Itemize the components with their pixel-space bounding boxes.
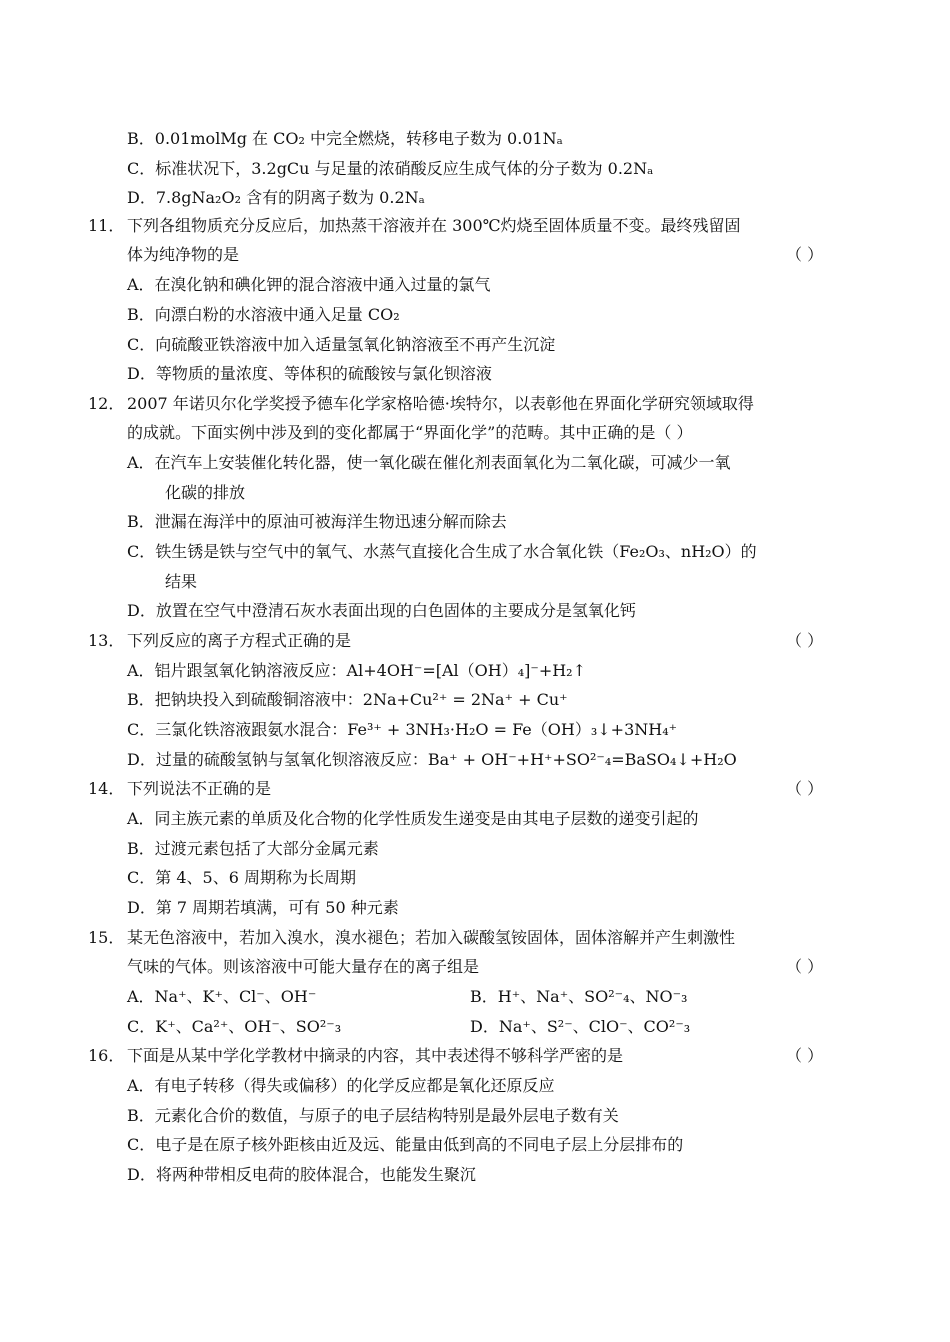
option-text: B．向漂白粉的水溶液中通入足量 CO₂ [127,305,400,324]
option-text: D．放置在空气中澄清石灰水表面出现的白色固体的主要成分是氢氧化钙 [127,601,636,620]
question-number: 12． [88,394,125,413]
question-text: 体为纯净物的是 [127,245,240,264]
answer-parentheses: （ ） [786,1046,824,1065]
question-text: 2007 年诺贝尔化学奖授予德车化学家格哈德·埃特尔，以表彰他在界面化学研究领域取得 [127,394,754,413]
question-text: 下列反应的离子方程式正确的是 [127,631,352,650]
option-text: B．0.01molMg 在 CO₂ 中完全燃烧，转移电子数为 0.01Nₐ [127,129,563,148]
option-text: A．同主族元素的单质及化合物的化学性质发生递变是由其电子层数的递变引起的 [127,809,699,828]
question-text: 下列说法不正确的是 [127,779,272,798]
question-number: 11． [88,216,125,235]
option-text: A．有电子转移（得失或偏移）的化学反应都是氧化还原反应 [127,1076,555,1095]
option-text: C．向硫酸亚铁溶液中加入适量氢氧化钠溶液至不再产生沉淀 [127,335,556,354]
option-text: B．泄漏在海洋中的原油可被海洋生物迅速分解而除去 [127,512,507,531]
option-text: D．将两种带相反电荷的胶体混合，也能发生聚沉 [127,1165,476,1184]
option-text: B．元素化合价的数值，与原子的电子层结构特别是最外层电子数有关 [127,1106,619,1125]
option-text: B．过渡元素包括了大部分金属元素 [127,839,379,858]
answer-parentheses: （ ） [786,631,824,650]
option-text: A．Na⁺、K⁺、Cl⁻、OH⁻ [127,987,317,1006]
option-text: C．K⁺、Ca²⁺、OH⁻、SO²⁻₃ [127,1017,342,1036]
option-text: C．第 4、5、6 周期称为长周期 [127,868,356,887]
option-text: D．7.8gNa₂O₂ 含有的阴离子数为 0.2Nₐ [127,188,425,207]
answer-parentheses: （ ） [786,779,824,798]
question-text: 某无色溶液中，若加入溴水，溴水褪色；若加入碳酸氢铵固体，固体溶解并产生刺激性 [127,928,736,947]
answer-parentheses: （ ） [786,245,824,264]
option-text: A．在汽车上安装催化转化器，使一氧化碳在催化剂表面氧化为二氧化碳，可减少一氧 [127,453,731,472]
option-text-continued: 结果 [165,572,198,591]
option-text: B．把钠块投入到硫酸铜溶液中：2Na+Cu²⁺ = 2Na⁺ + Cu⁺ [127,690,568,709]
option-text: A．在溴化钠和碘化钾的混合溶液中通入过量的氯气 [127,275,491,294]
option-text: B．H⁺、Na⁺、SO²⁻₄、NO⁻₃ [470,987,688,1006]
question-text: 的成就。下面实例中涉及到的变化都属于“界面化学”的范畴。其中正确的是（ ） [127,423,693,442]
option-text: D．第 7 周期若填满，可有 50 种元素 [127,898,399,917]
question-number: 14． [88,779,125,798]
option-text: A．铝片跟氢氧化钠溶液反应：Al+4OH⁻=[Al（OH）₄]⁻+H₂↑ [127,661,587,680]
option-text: C．电子是在原子核外距核由近及远、能量由低到高的不同电子层上分层排布的 [127,1135,684,1154]
option-text: D．Na⁺、S²⁻、ClO⁻、CO²⁻₃ [470,1017,691,1036]
question-number: 16． [88,1046,125,1065]
option-text: D．过量的硫酸氢钠与氢氧化钡溶液反应：Ba⁺ + OH⁻+H⁺+SO²⁻₄=BaSO₄↓+H₂O [127,750,737,769]
option-text: C．标准状况下，3.2gCu 与足量的浓硝酸反应生成气体的分子数为 0.2Nₐ [127,159,654,178]
option-text: C．三氯化铁溶液跟氨水混合：Fe³⁺ + 3NH₃·H₂O = Fe（OH）₃↓+3NH₄⁺ [127,720,678,739]
answer-parentheses: （ ） [786,957,824,976]
question-number: 15． [88,928,125,947]
option-text: D．等物质的量浓度、等体积的硫酸铵与氯化钡溶液 [127,364,492,383]
question-number: 13． [88,631,125,650]
question-text: 下面是从某中学化学教材中摘录的内容，其中表述得不够科学严密的是 [127,1046,624,1065]
option-text: C．铁生锈是铁与空气中的氧气、水蒸气直接化合生成了水合氧化铁（Fe₂O₃、nH₂O）的 [127,542,757,561]
question-text: 下列各组物质充分反应后，加热蒸干溶液并在 300℃灼烧至固体质量不变。最终残留固 [127,216,741,235]
question-text: 气味的气体。则该溶液中可能大量存在的离子组是 [127,957,480,976]
option-text-continued: 化碳的排放 [165,483,246,502]
